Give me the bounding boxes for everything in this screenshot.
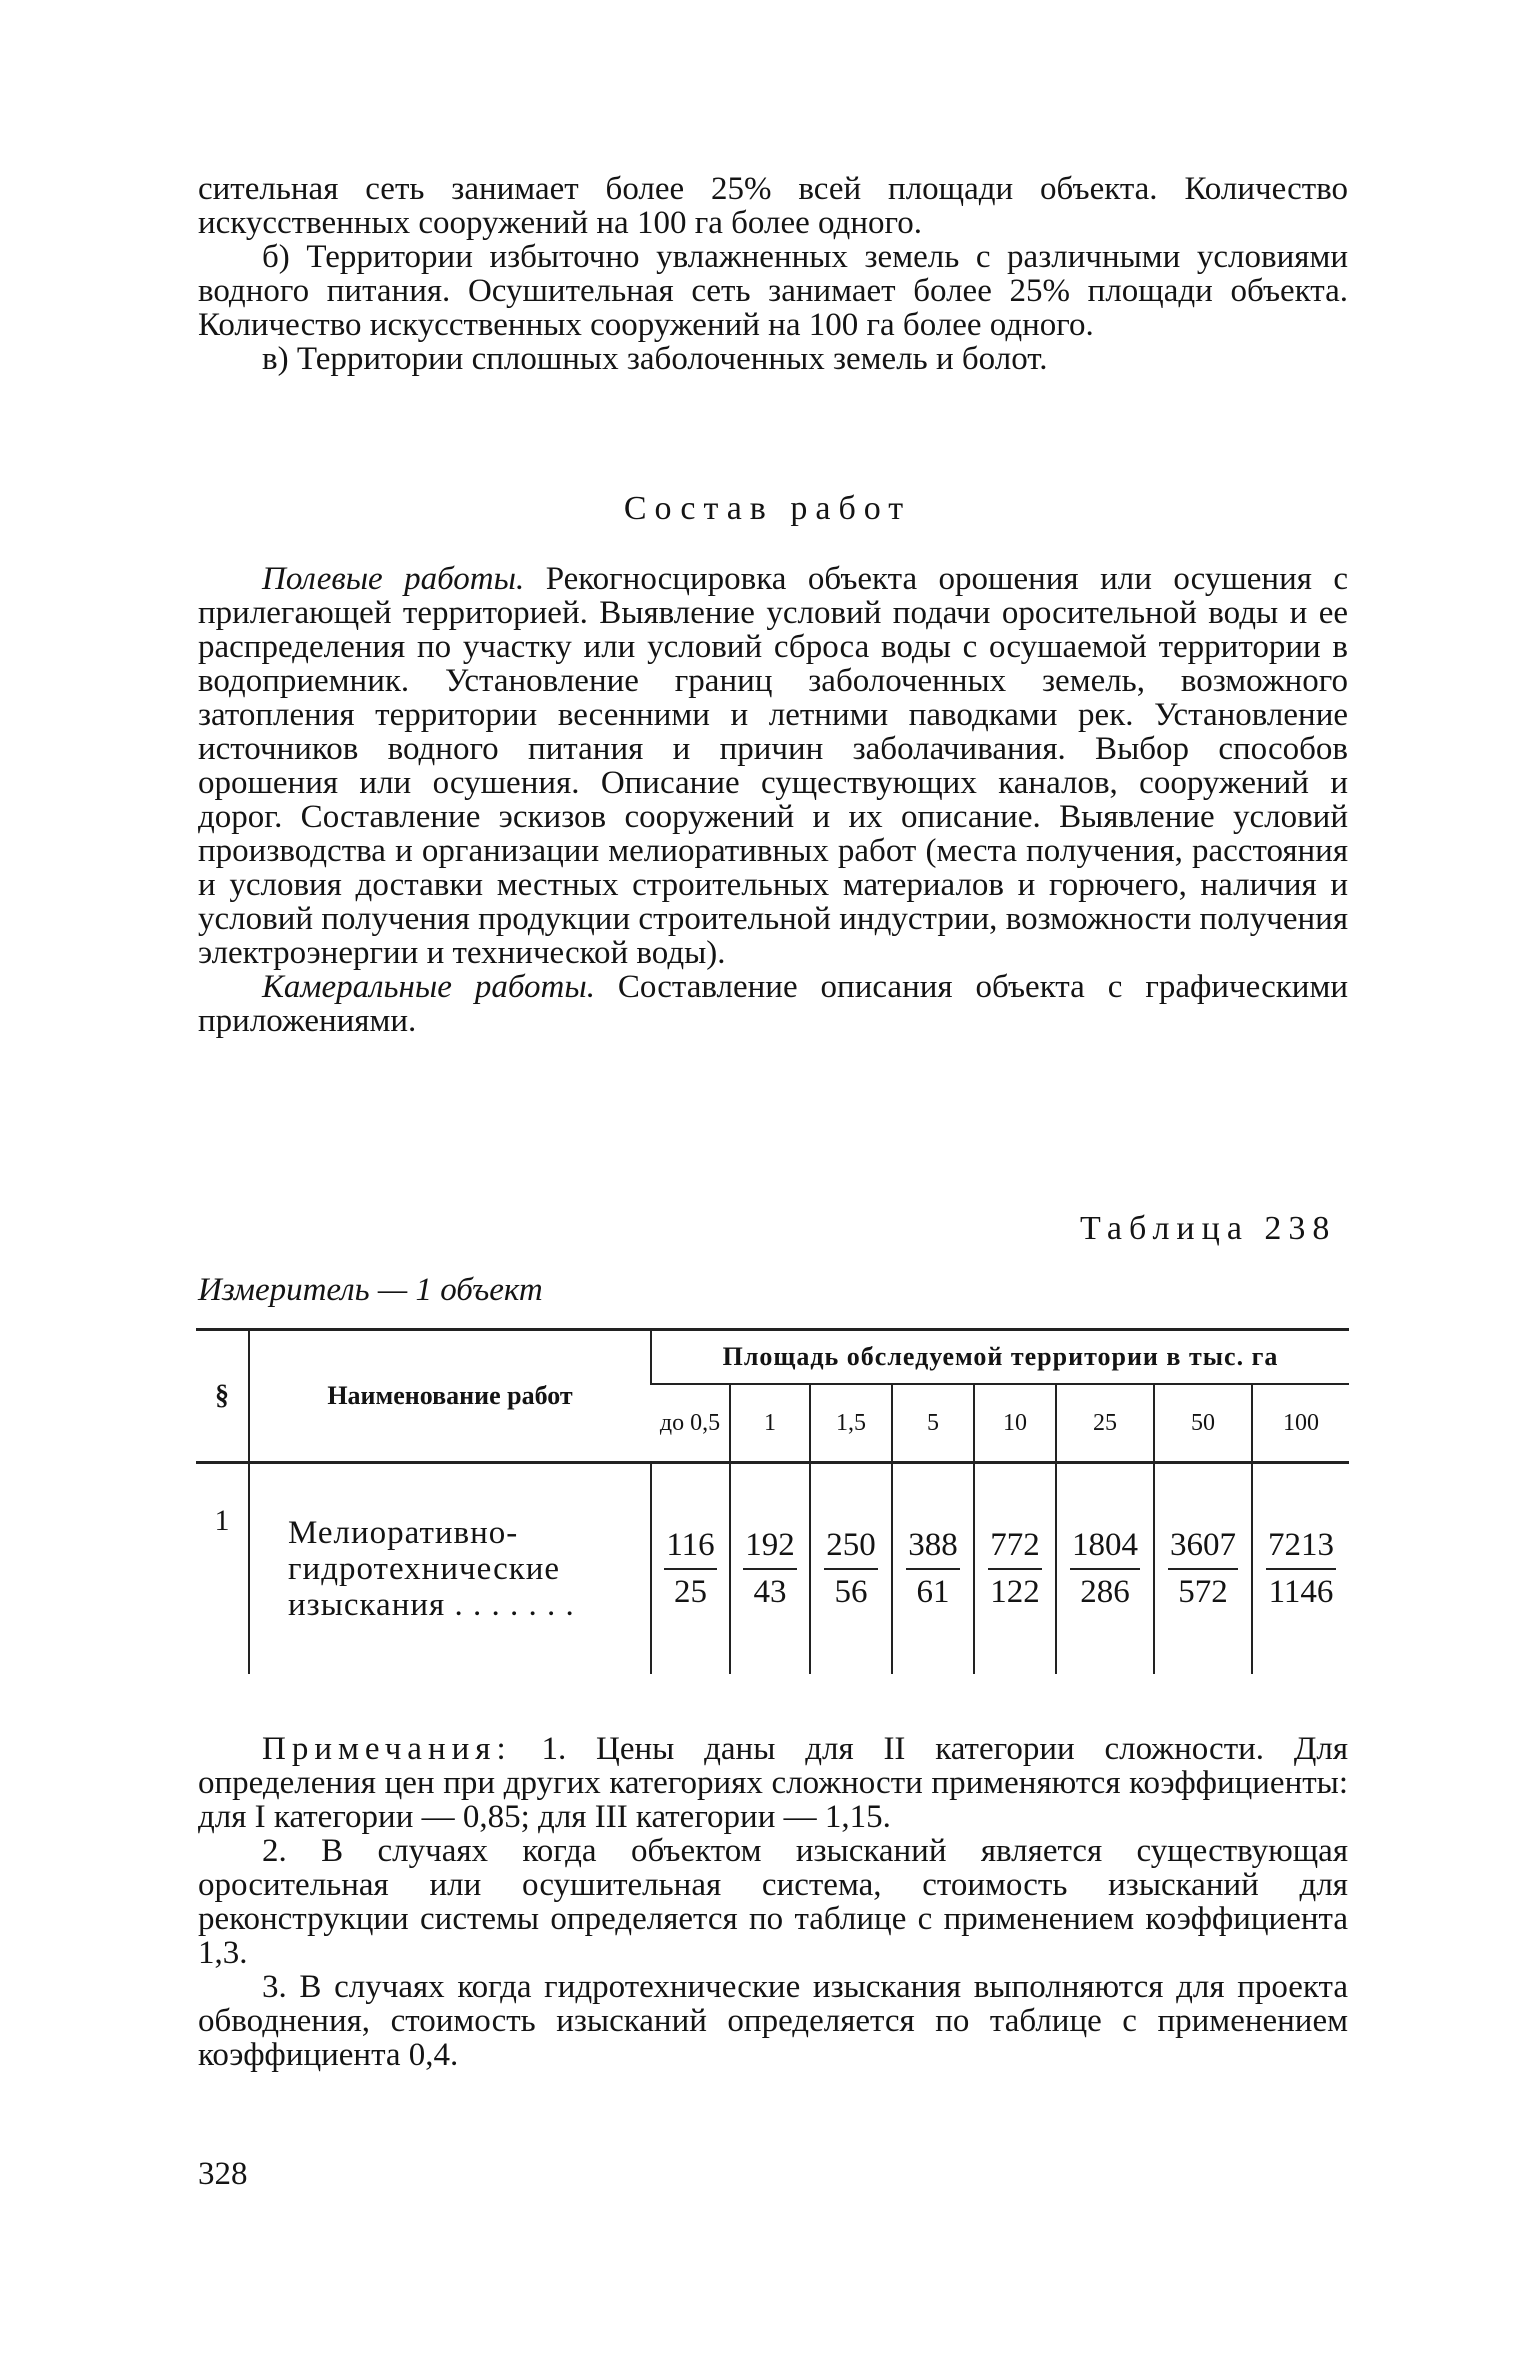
price-top: 772 — [988, 1527, 1042, 1570]
price-bottom: 572 — [1178, 1574, 1228, 1610]
area-col-header: 5 — [892, 1384, 974, 1463]
area-col-header: 1,5 — [810, 1384, 892, 1463]
price-bottom: 1146 — [1268, 1574, 1334, 1610]
price-top: 3607 — [1168, 1527, 1238, 1570]
note-2: 2. В случаях когда объектом изысканий является существующая оросительная или осушительная система, стоимость изысканий для реконструкции системы определяется по таблице с применением коэффициента 1,3. — [198, 1833, 1348, 1971]
table-measure: Измеритель — 1 объект — [198, 1272, 543, 1308]
note-1-text: 1. Цены даны для II категории сложности. Для определения цен при других категориях сложности применяются коэффициенты: для I категории — 0,85; для III категории — 1,15. — [198, 1731, 1348, 1835]
area-col-header: 100 — [1252, 1384, 1349, 1463]
works-block — [198, 562, 1348, 1038]
price-cell — [1252, 1463, 1349, 1675]
price-bottom: 25 — [674, 1574, 707, 1610]
note-1 — [198, 1732, 1348, 1834]
price-bottom: 286 — [1080, 1574, 1130, 1610]
notes-label: Примечания: — [262, 1731, 512, 1767]
page-number: 328 — [198, 2156, 248, 2192]
price-top: 7213 — [1266, 1527, 1336, 1570]
price-bottom: 56 — [834, 1574, 868, 1610]
price-cell — [1056, 1463, 1154, 1675]
price-table — [196, 1328, 1349, 1674]
row-name: Мелиоративно-гидротехнические изыскания . . . . . . . — [249, 1463, 651, 1675]
price-bottom: 43 — [753, 1574, 787, 1610]
price-top: 192 — [743, 1527, 797, 1570]
price-top: 388 — [906, 1527, 960, 1570]
price-cell — [651, 1463, 730, 1675]
table-row — [196, 1463, 1349, 1675]
intro-item-v: в) Территории сплошных заболоченных земель и болот. — [262, 341, 1048, 377]
office-works-paragraph — [198, 970, 1348, 1038]
price-bottom: 122 — [990, 1574, 1040, 1610]
office-works-text: Составление описания объекта с графическими приложениями. — [198, 969, 1349, 1039]
price-cell — [974, 1463, 1056, 1675]
field-works-text: Рекогносцировка объекта орошения или осушения с прилегающей территорией. Выявление условий подачи оросительной воды и ее распределения по участку или условий сброса воды с осушаемой территории в водоприемник. Установление границ заболоченных земель, возможного затопления территории весенними и летними паводками рек. Установление источников водного питания и причин заболачивания. Выбор способов орошения или осушения. Описание существующих каналов, сооружений и дорог. Составление эскизов сооружений и их описание. Выявление условий производства и организации мелиоративных работ (места получения, расстояния и условия доставки местных строительных материалов и горючего, наличия и условий получения продукции строительной индустрии, возможности получения электроэнергии и технической воды). — [198, 561, 1349, 971]
row-section: 1 — [214, 1504, 230, 1537]
price-cell — [1154, 1463, 1252, 1675]
field-works-paragraph — [198, 562, 1348, 970]
area-col-header: до 0,5 — [659, 1409, 721, 1436]
area-col-header: 25 — [1056, 1384, 1154, 1463]
intro-continuation: сительная сеть занимает более 25% всей площади объекта. Количество искусственных сооружений на 100 га более одного. — [198, 171, 1348, 241]
price-cell — [892, 1463, 974, 1675]
price-top: 116 — [664, 1527, 716, 1570]
field-works-label: Полевые работы. — [262, 561, 525, 597]
intro-block — [198, 172, 1348, 376]
col-name-header: Наименование работ — [249, 1330, 651, 1463]
price-cell — [730, 1463, 810, 1675]
price-top: 250 — [824, 1527, 878, 1570]
note-3: 3. В случаях когда гидротехнические изыскания выполняются для проекта обводнения, стоимость изысканий определяется по таблице с применением коэффициента 0,4. — [198, 1969, 1348, 2073]
area-col-header: 50 — [1154, 1384, 1252, 1463]
intro-item-b: б) Территории избыточно увлажненных земель с различными условиями водного питания. Осушительная сеть занимает более 25% площади объекта. Количество искусственных сооружений на 100 га более одного. — [198, 239, 1348, 343]
table-title: Таблица 238 — [1080, 1210, 1337, 1247]
col-section-header: § — [196, 1330, 249, 1463]
price-bottom: 61 — [916, 1574, 950, 1610]
area-col-header: 1 — [730, 1384, 810, 1463]
area-header: Площадь обследуемой территории в тыс. га — [651, 1330, 1349, 1385]
section-heading: Состав работ — [623, 490, 912, 527]
price-cell — [810, 1463, 892, 1675]
price-top: 1804 — [1070, 1527, 1140, 1570]
area-col-header: 10 — [974, 1384, 1056, 1463]
notes-block — [198, 1732, 1348, 2072]
office-works-label: Камеральные работы. — [262, 969, 595, 1005]
